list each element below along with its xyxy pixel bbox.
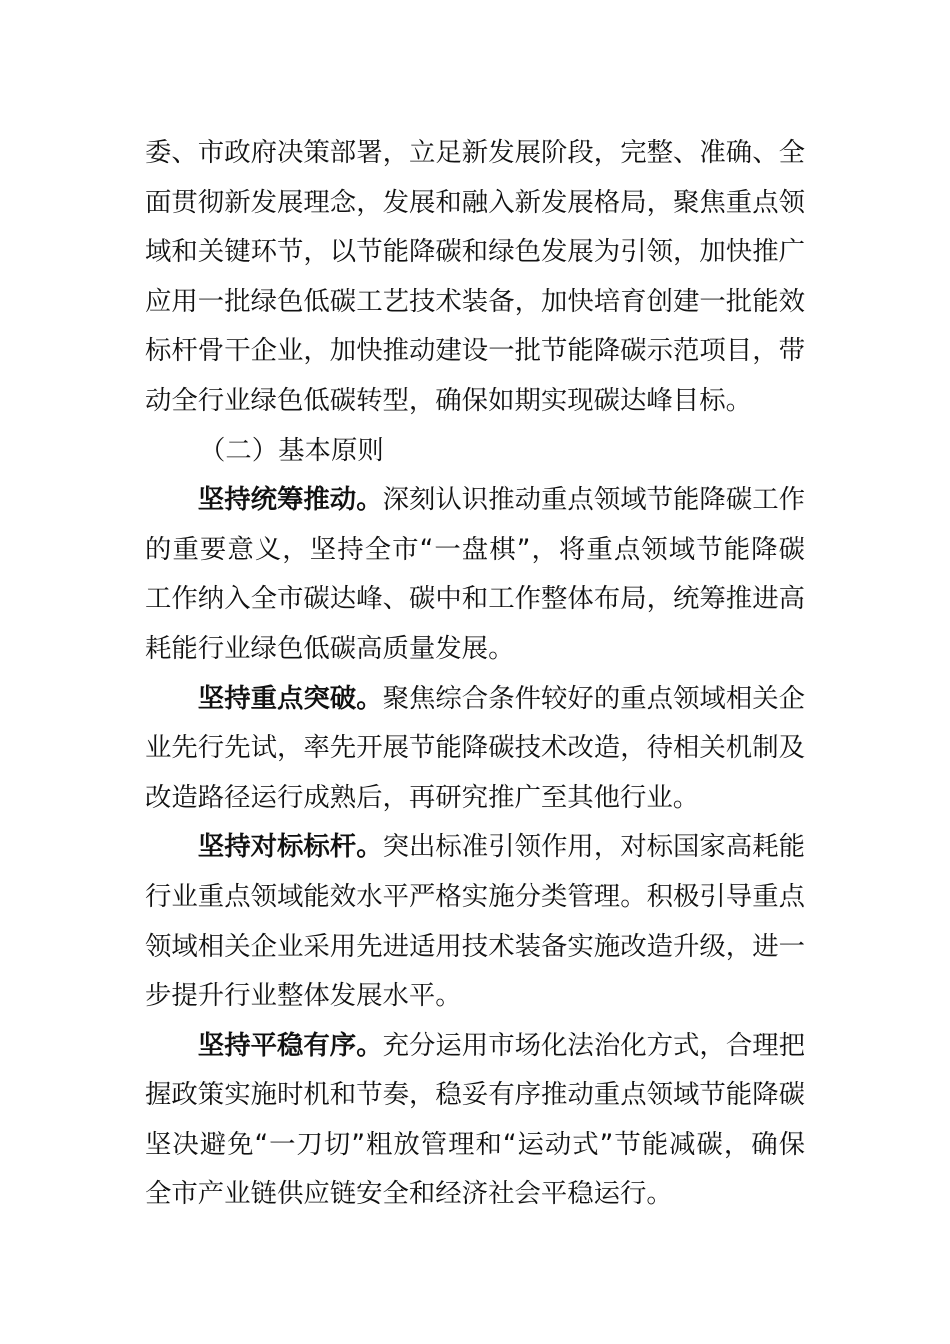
principle-paragraph-1 bbox=[145, 475, 805, 673]
principle-paragraph-3 bbox=[145, 822, 805, 1020]
principle-body: 深刻认识推动重点领域节能降碳工作的重要意义，坚持全市“一盘棋”，将重点领域节能降碳工作纳入全市碳达峰、碳中和工作整体布局，统筹推进高耗能行业绿色低碳高质量发展。 bbox=[145, 484, 806, 664]
principle-paragraph-4 bbox=[145, 1021, 805, 1219]
section-heading: （二）基本原则 bbox=[199, 434, 384, 466]
principle-title: 坚持对标标杆。 bbox=[197, 831, 383, 863]
principle-title: 坚持重点突破。 bbox=[197, 682, 383, 714]
intro-paragraph: 委、市政府决策部署，立足新发展阶段，完整、准确、全面贯彻新发展理念，发展和融入新发展格局，聚焦重点领域和关键环节，以节能降碳和绿色发展为引领，加快推广应用一批绿色低碳工艺技术装备，加快培育创建一批能效标杆骨干企业，加快推动建设一批节能降碳示范项目，带动全行业绿色低碳转型，确保如期实现碳达峰目标。 bbox=[145, 137, 805, 416]
principle-paragraph-2 bbox=[145, 674, 805, 823]
principle-body: 充分运用市场化法治化方式，合理把握政策实施时机和节奏，稳妥有序推动重点领域节能降碳坚决避免“一刀切”粗放管理和“运动式”节能减碳，确保全市产业链供应链安全和经济社会平稳运行。 bbox=[145, 1029, 806, 1210]
document-page bbox=[145, 128, 805, 1219]
principle-title: 坚持平稳有序。 bbox=[197, 1029, 383, 1061]
principle-title: 坚持统筹推动。 bbox=[197, 484, 383, 516]
principle-body: 突出标准引领作用，对标国家高耗能行业重点领域能效水平严格实施分类管理。积极引导重点领域相关企业采用先进适用技术装备实施改造升级，进一步提升行业整体发展水平。 bbox=[145, 831, 806, 1012]
principle-body: 聚焦综合条件较好的重点领域相关企业先行先试，率先开展节能降碳技术改造，待相关机制及改造路径运行成熟后，再研究推广至其他行业。 bbox=[145, 682, 806, 813]
